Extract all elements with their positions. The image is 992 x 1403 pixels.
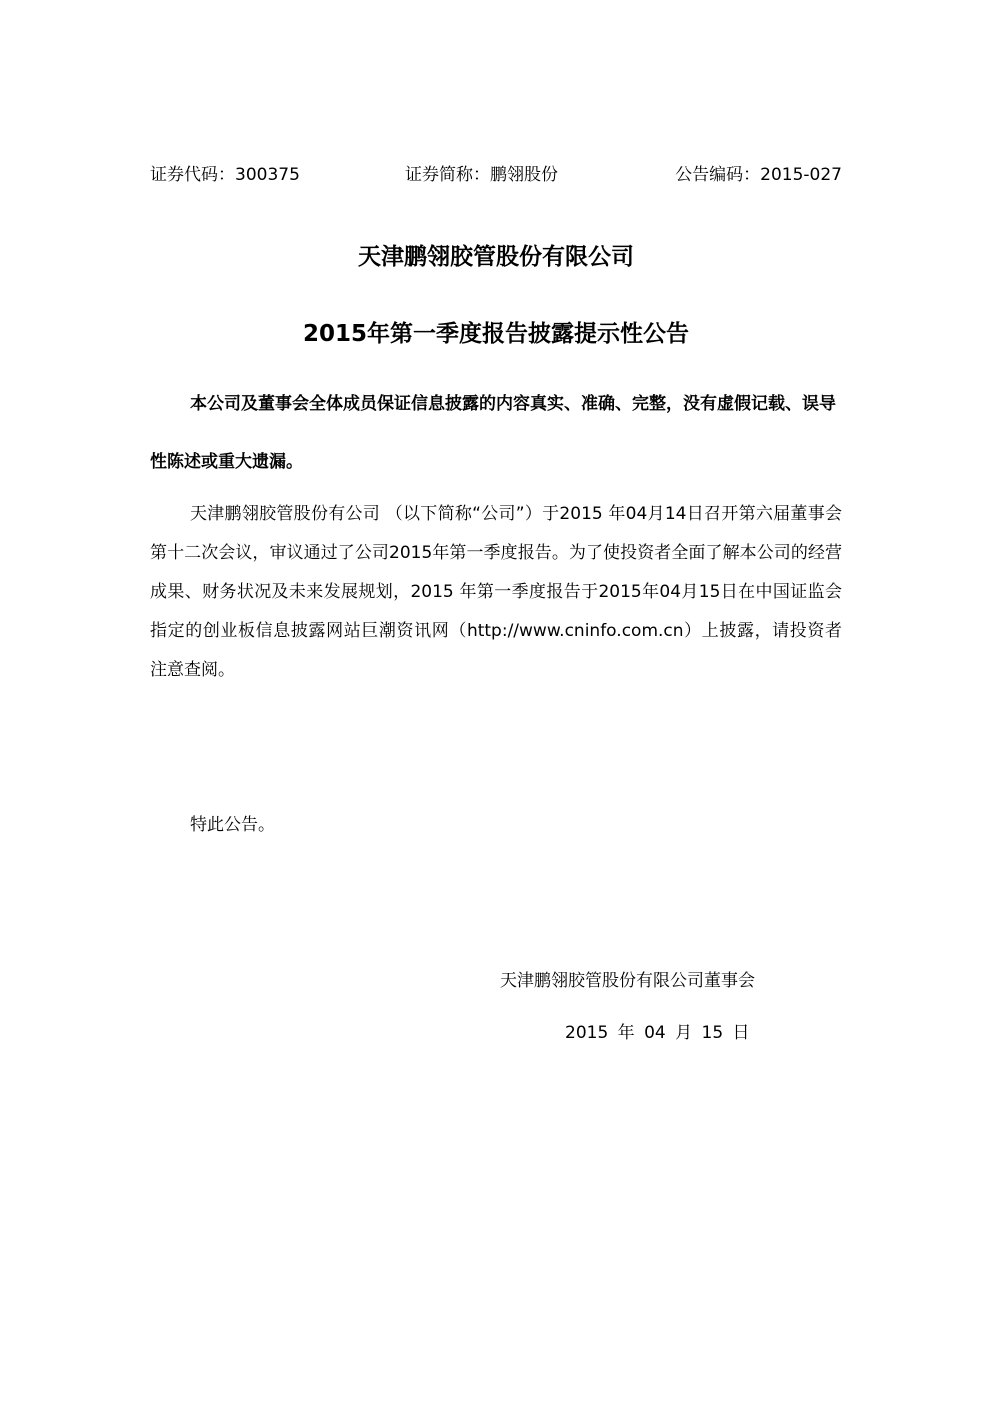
document-header: [150, 162, 842, 188]
report-title: 2015年第一季度报告披露提示性公告: [302, 321, 689, 347]
closing-line: 特此公告。: [190, 815, 275, 835]
notice-number: 公告编码：2015-027: [675, 165, 842, 185]
signature-date: 2015 年 04 月 15 日: [565, 1023, 750, 1043]
body-paragraph: 天津鹏翎胶管股份有公司 （以下简称“公司”）于2015 年04月14日召开第六届董事会第十二次会议，审议通过了公司2015年第一季度报告。为了使投资者全面了解本公司的经营成果、财务状况及未来发展规划，2015 年第一季度报告于2015年04月15日在中国证监会指定的创业板信息披露网站巨潮资讯网（http://www.cninfo.com.cn）上披露，请投资者注意查阅。: [150, 504, 842, 680]
signature-board: 天津鹏翎胶管股份有限公司董事会: [500, 971, 755, 991]
company-title: 天津鹏翎胶管股份有限公司: [358, 244, 634, 270]
stock-code: 证券代码：300375: [150, 165, 300, 185]
disclosure-statement: 本公司及董事会全体成员保证信息披露的内容真实、准确、完整，没有虚假记载、误导性陈述或重大遗漏。: [150, 394, 836, 472]
stock-abbreviation: 证券简称：鹏翎股份: [405, 165, 558, 185]
